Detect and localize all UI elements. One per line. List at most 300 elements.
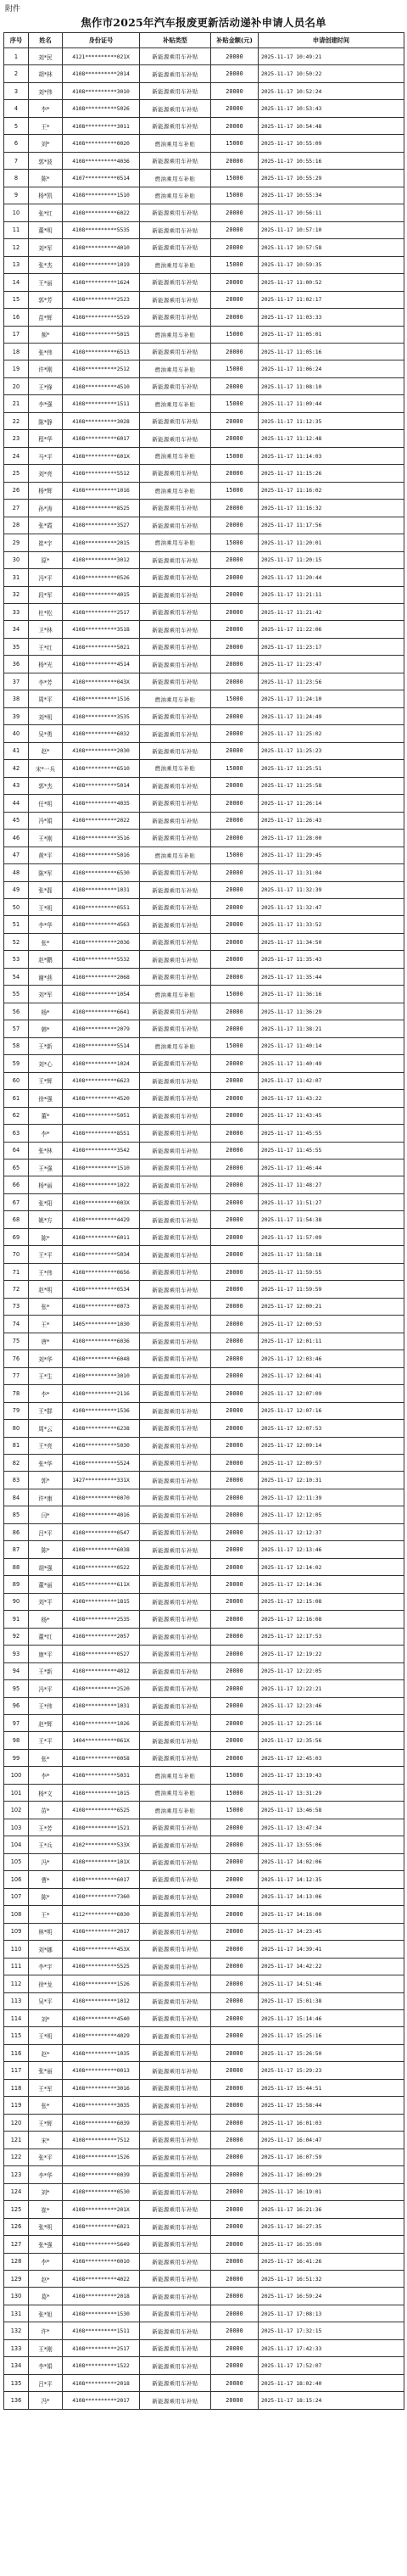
row-created-time-cell: 2025-11-17 16:35:09 — [259, 2236, 404, 2253]
row-name-cell: 杨*凯 — [29, 187, 63, 204]
row-created-time-cell: 2025-11-17 12:17:53 — [259, 1628, 404, 1645]
row-seq-cell: 71 — [4, 1263, 29, 1280]
row-id-number-cell: 4108**********5519 — [63, 309, 140, 326]
row-subsidy-amount-cell: 20000 — [211, 2044, 259, 2061]
row-id-number-cell: 4108**********201X — [63, 2201, 140, 2218]
row-subsidy-amount-cell: 20000 — [211, 1193, 259, 1210]
row-created-time-cell: 2025-11-17 11:14:03 — [259, 447, 404, 464]
row-subsidy-type-cell: 新能源乘用车补贴 — [140, 2149, 211, 2165]
row-seq-cell: 16 — [4, 309, 29, 326]
row-seq-cell: 123 — [4, 2166, 29, 2183]
table-row — [4, 864, 404, 881]
row-created-time-cell: 2025-11-17 12:45:03 — [259, 1749, 404, 1766]
row-id-number-cell: 4108**********3010 — [63, 1367, 140, 1384]
row-subsidy-amount-cell: 20000 — [211, 1523, 259, 1540]
row-subsidy-amount-cell: 20000 — [211, 795, 259, 812]
row-id-number-cell: 4108**********4029 — [63, 2027, 140, 2044]
row-subsidy-amount-cell: 20000 — [211, 2236, 259, 2253]
table-row — [4, 221, 404, 238]
row-id-number-cell: 4108**********6036 — [63, 1333, 140, 1349]
row-subsidy-amount-cell: 20000 — [211, 2322, 259, 2339]
row-id-number-cell: 4108**********1511 — [63, 395, 140, 412]
row-seq-cell: 84 — [4, 1489, 29, 1506]
row-id-number-cell: 4108**********5512 — [63, 465, 140, 482]
row-subsidy-amount-cell: 20000 — [211, 1125, 259, 1142]
row-seq-cell: 60 — [4, 1072, 29, 1089]
row-id-number-cell: 4108**********2022 — [63, 812, 140, 829]
table-row — [4, 1055, 404, 1072]
row-seq-cell: 34 — [4, 621, 29, 638]
row-subsidy-type-cell: 新能源乘用车补贴 — [140, 204, 211, 221]
row-seq-cell: 93 — [4, 1646, 29, 1662]
table-row — [4, 777, 404, 794]
row-name-cell: 李*华 — [29, 2166, 63, 2183]
row-name-cell: 赵*明 — [29, 1281, 63, 1298]
row-subsidy-type-cell: 新能源乘用车补贴 — [140, 1281, 211, 1298]
row-id-number-cell: 4108**********5014 — [63, 777, 140, 794]
row-id-number-cell: 4108**********1526 — [63, 2149, 140, 2165]
table-row — [4, 2201, 404, 2218]
row-created-time-cell: 2025-11-17 12:13:46 — [259, 1541, 404, 1558]
row-subsidy-amount-cell: 20000 — [211, 2374, 259, 2391]
row-subsidy-type-cell: 新能源乘用车补贴 — [140, 2062, 211, 2079]
row-seq-cell: 120 — [4, 2114, 29, 2131]
row-id-number-cell: 4108**********5535 — [63, 221, 140, 238]
row-subsidy-amount-cell: 20000 — [211, 586, 259, 603]
table-row — [4, 1367, 404, 1384]
row-created-time-cell: 2025-11-17 12:14:02 — [259, 1558, 404, 1575]
table-row — [4, 847, 404, 863]
row-created-time-cell: 2025-11-17 14:42:22 — [259, 1958, 404, 1975]
row-subsidy-type-cell: 新能源乘用车补贴 — [140, 2339, 211, 2356]
row-subsidy-amount-cell: 20000 — [211, 221, 259, 238]
row-seq-cell: 118 — [4, 2079, 29, 2096]
row-created-time-cell: 2025-11-17 11:05:01 — [259, 326, 404, 343]
row-subsidy-amount-cell: 20000 — [211, 204, 259, 221]
row-created-time-cell: 2025-11-17 11:35:43 — [259, 951, 404, 968]
row-name-cell: 胡*强 — [29, 1558, 63, 1575]
row-subsidy-amount-cell: 20000 — [211, 1611, 259, 1628]
row-subsidy-type-cell: 新能源乘用车补贴 — [140, 1003, 211, 1020]
row-id-number-cell: 4108**********4540 — [63, 2009, 140, 2026]
row-subsidy-type-cell: 新能源乘用车补贴 — [140, 1871, 211, 1888]
row-created-time-cell: 2025-11-17 11:29:45 — [259, 847, 404, 863]
row-name-cell: 张* — [29, 1298, 63, 1315]
row-name-cell: 曹* — [29, 1871, 63, 1888]
row-name-cell: 王*伟 — [29, 1697, 63, 1714]
row-created-time-cell: 2025-11-17 11:21:42 — [259, 604, 404, 621]
row-id-number-cell: 4108**********5525 — [63, 1958, 140, 1975]
row-subsidy-amount-cell: 20000 — [211, 1333, 259, 1349]
row-name-cell: 刘*军 — [29, 239, 63, 256]
row-id-number-cell: 4108**********2517 — [63, 604, 140, 621]
row-name-cell: 杨*文 — [29, 1784, 63, 1801]
row-created-time-cell: 2025-11-17 15:26:50 — [259, 2044, 404, 2061]
row-created-time-cell: 2025-11-17 14:16:00 — [259, 1906, 404, 1923]
row-created-time-cell: 2025-11-17 10:53:43 — [259, 100, 404, 117]
row-subsidy-type-cell: 新能源乘用车补贴 — [140, 881, 211, 898]
table-row — [4, 1142, 404, 1159]
row-id-number-cell: 4108**********1026 — [63, 1715, 140, 1732]
table-row — [4, 1888, 404, 1905]
row-created-time-cell: 2025-11-17 10:50:22 — [259, 65, 404, 82]
row-subsidy-type-cell: 新能源乘用车补贴 — [140, 830, 211, 847]
row-created-time-cell: 2025-11-17 11:31:04 — [259, 864, 404, 881]
row-id-number-cell: 4108**********5015 — [63, 326, 140, 343]
row-subsidy-type-cell: 新能源乘用车补贴 — [140, 2271, 211, 2288]
row-created-time-cell: 2025-11-17 14:13:06 — [259, 1888, 404, 1905]
row-id-number-cell: 4108**********4010 — [63, 239, 140, 256]
row-id-number-cell: 4105**********611X — [63, 1576, 140, 1593]
row-subsidy-type-cell: 燃油乘用车补贴 — [140, 360, 211, 377]
row-subsidy-type-cell: 新能源乘用车补贴 — [140, 968, 211, 985]
row-created-time-cell: 2025-11-17 12:07:16 — [259, 1402, 404, 1419]
row-id-number-cell: 4108**********0020 — [63, 135, 140, 152]
row-name-cell: 赵* — [29, 2044, 63, 2061]
row-name-cell: 王*平 — [29, 1732, 63, 1749]
row-name-cell: 杨* — [29, 1003, 63, 1020]
row-id-number-cell: 4108**********3028 — [63, 412, 140, 429]
table-row — [4, 1159, 404, 1176]
row-subsidy-amount-cell: 20000 — [211, 274, 259, 291]
row-id-number-cell: 4108**********2512 — [63, 360, 140, 377]
table-row — [4, 2079, 404, 2096]
row-seq-cell: 89 — [4, 1576, 29, 1593]
table-row — [4, 1090, 404, 1107]
row-id-number-cell: 4108**********101X — [63, 1853, 140, 1870]
row-id-number-cell: 4108**********6238 — [63, 1420, 140, 1437]
row-subsidy-amount-cell: 20000 — [211, 65, 259, 82]
row-subsidy-type-cell: 新能源乘用车补贴 — [140, 309, 211, 326]
table-row — [4, 1402, 404, 1419]
row-name-cell: 杨*丽 — [29, 1176, 63, 1193]
row-subsidy-type-cell: 新能源乘用车补贴 — [140, 1576, 211, 1593]
table-row — [4, 82, 404, 99]
row-created-time-cell: 2025-11-17 11:26:14 — [259, 795, 404, 812]
row-subsidy-amount-cell: 20000 — [211, 2132, 259, 2149]
row-id-number-cell: 4108**********7512 — [63, 2132, 140, 2149]
row-subsidy-amount-cell: 20000 — [211, 1715, 259, 1732]
row-name-cell: 孙*涛 — [29, 500, 63, 517]
row-name-cell: 韩* — [29, 1020, 63, 1037]
row-id-number-cell: 4108**********6011 — [63, 1228, 140, 1245]
table-row — [4, 1906, 404, 1923]
row-id-number-cell: 4108**********5034 — [63, 1246, 140, 1263]
table-row — [4, 517, 404, 534]
row-subsidy-type-cell: 新能源乘用车补贴 — [140, 1819, 211, 1836]
row-created-time-cell: 2025-11-17 12:09:57 — [259, 1454, 404, 1471]
row-name-cell: 张*霞 — [29, 517, 63, 534]
row-subsidy-amount-cell: 20000 — [211, 2009, 259, 2026]
row-subsidy-type-cell: 新能源乘用车补贴 — [140, 951, 211, 968]
row-subsidy-amount-cell: 20000 — [211, 621, 259, 638]
row-subsidy-type-cell: 新能源乘用车补贴 — [140, 621, 211, 638]
row-subsidy-type-cell: 新能源乘用车补贴 — [140, 1420, 211, 1437]
row-created-time-cell: 2025-11-17 12:22:05 — [259, 1662, 404, 1679]
table-row — [4, 343, 404, 360]
row-created-time-cell: 2025-11-17 15:58:44 — [259, 2097, 404, 2114]
row-subsidy-type-cell: 新能源乘用车补贴 — [140, 1906, 211, 1923]
row-name-cell: 王*芳 — [29, 1819, 63, 1836]
row-seq-cell: 69 — [4, 1228, 29, 1245]
row-subsidy-type-cell: 新能源乘用车补贴 — [140, 1662, 211, 1679]
row-seq-cell: 19 — [4, 360, 29, 377]
row-created-time-cell: 2025-11-17 11:12:48 — [259, 430, 404, 447]
table-row — [4, 1941, 404, 1958]
row-id-number-cell: 4108**********4036 — [63, 152, 140, 169]
row-id-number-cell: 4108**********4514 — [63, 656, 140, 673]
row-seq-cell: 27 — [4, 500, 29, 517]
row-id-number-cell: 4108**********2057 — [63, 1628, 140, 1645]
row-subsidy-type-cell: 新能源乘用车补贴 — [140, 1853, 211, 1870]
row-created-time-cell: 2025-11-17 10:55:09 — [259, 135, 404, 152]
row-created-time-cell: 2025-11-17 10:54:48 — [259, 117, 404, 134]
row-subsidy-amount-cell: 20000 — [211, 2027, 259, 2044]
row-subsidy-type-cell: 新能源乘用车补贴 — [140, 2079, 211, 2096]
row-subsidy-type-cell: 新能源乘用车补贴 — [140, 1732, 211, 1749]
row-seq-cell: 22 — [4, 412, 29, 429]
row-subsidy-type-cell: 新能源乘用车补贴 — [140, 1316, 211, 1333]
row-id-number-cell: 4108**********1024 — [63, 1055, 140, 1072]
table-row — [4, 500, 404, 517]
row-subsidy-amount-cell: 20000 — [211, 2357, 259, 2374]
row-seq-cell: 21 — [4, 395, 29, 412]
row-created-time-cell: 2025-11-17 11:57:09 — [259, 1228, 404, 1245]
row-id-number-cell: 4108**********0547 — [63, 1523, 140, 1540]
row-subsidy-type-cell: 新能源乘用车补贴 — [140, 707, 211, 724]
row-name-cell: 杨* — [29, 1611, 63, 1628]
row-name-cell: 董*丽 — [29, 1576, 63, 1593]
row-name-cell: 谢*燕 — [29, 968, 63, 985]
row-name-cell: 程*华 — [29, 430, 63, 447]
table-row — [4, 204, 404, 221]
row-id-number-cell: 4108**********0527 — [63, 1646, 140, 1662]
row-created-time-cell: 2025-11-17 12:23:46 — [259, 1697, 404, 1714]
row-id-number-cell: 4108**********5532 — [63, 951, 140, 968]
row-created-time-cell: 2025-11-17 11:33:52 — [259, 916, 404, 933]
row-id-number-cell: 4108**********043X — [63, 673, 140, 690]
table-row — [4, 2392, 404, 2409]
row-seq-cell: 125 — [4, 2201, 29, 2218]
table-row — [4, 326, 404, 343]
table-row — [4, 1975, 404, 1992]
row-created-time-cell: 2025-11-17 11:26:43 — [259, 812, 404, 829]
row-seq-cell: 115 — [4, 2027, 29, 2044]
row-subsidy-amount-cell: 20000 — [211, 309, 259, 326]
row-name-cell: 郭*杰 — [29, 777, 63, 794]
table-row — [4, 2236, 404, 2253]
row-name-cell: 王*平 — [29, 1246, 63, 1263]
row-name-cell: 刘*伟 — [29, 82, 63, 99]
row-created-time-cell: 2025-11-17 11:59:55 — [259, 1263, 404, 1280]
row-subsidy-amount-cell: 20000 — [211, 343, 259, 360]
row-subsidy-amount-cell: 20000 — [211, 1836, 259, 1853]
row-subsidy-type-cell: 燃油乘用车补贴 — [140, 847, 211, 863]
row-id-number-cell: 4108**********4520 — [63, 1090, 140, 1107]
row-id-number-cell: 4108**********1019 — [63, 256, 140, 273]
row-created-time-cell: 2025-11-17 10:52:24 — [259, 82, 404, 99]
row-name-cell: 李* — [29, 1125, 63, 1142]
table-row — [4, 1263, 404, 1280]
table-row — [4, 604, 404, 621]
row-name-cell: 张* — [29, 933, 63, 950]
row-seq-cell: 110 — [4, 1941, 29, 1958]
table-row — [4, 447, 404, 464]
row-name-cell: 许* — [29, 2322, 63, 2339]
row-subsidy-amount-cell: 20000 — [211, 517, 259, 534]
table-row — [4, 2374, 404, 2391]
row-created-time-cell: 2025-11-17 11:22:06 — [259, 621, 404, 638]
table-row — [4, 534, 404, 551]
row-name-cell: 张*伟 — [29, 343, 63, 360]
row-seq-cell: 97 — [4, 1715, 29, 1732]
table-row — [4, 1003, 404, 1020]
row-name-cell: 郭*芳 — [29, 291, 63, 308]
row-created-time-cell: 2025-11-17 11:17:56 — [259, 517, 404, 534]
row-id-number-cell: 4108**********3016 — [63, 2079, 140, 2096]
row-seq-cell: 53 — [4, 951, 29, 968]
row-subsidy-amount-cell: 20000 — [211, 1367, 259, 1384]
row-subsidy-amount-cell: 15000 — [211, 986, 259, 1003]
table-row — [4, 586, 404, 603]
row-id-number-cell: 4112**********6030 — [63, 1906, 140, 1923]
row-seq-cell: 67 — [4, 1193, 29, 1210]
row-name-cell: 刘*平 — [29, 1593, 63, 1610]
row-created-time-cell: 2025-11-17 15:25:16 — [259, 2027, 404, 2044]
row-subsidy-amount-cell: 20000 — [211, 1420, 259, 1437]
row-subsidy-type-cell: 新能源乘用车补贴 — [140, 1472, 211, 1489]
row-created-time-cell: 2025-11-17 12:14:36 — [259, 1576, 404, 1593]
row-created-time-cell: 2025-11-17 11:54:38 — [259, 1211, 404, 1228]
row-subsidy-type-cell: 新能源乘用车补贴 — [140, 1211, 211, 1228]
row-name-cell: 李* — [29, 1767, 63, 1784]
table-row — [4, 2339, 404, 2356]
row-subsidy-amount-cell: 15000 — [211, 170, 259, 187]
row-id-number-cell: 4108**********6510 — [63, 760, 140, 777]
row-subsidy-amount-cell: 15000 — [211, 447, 259, 464]
row-created-time-cell: 2025-11-17 15:29:23 — [259, 2062, 404, 2079]
row-seq-cell: 44 — [4, 795, 29, 812]
row-seq-cell: 24 — [4, 447, 29, 464]
row-subsidy-amount-cell: 20000 — [211, 1506, 259, 1523]
row-name-cell: 董*明 — [29, 221, 63, 238]
row-created-time-cell: 2025-11-17 12:10:31 — [259, 1472, 404, 1489]
table-row — [4, 1037, 404, 1054]
row-subsidy-amount-cell: 20000 — [211, 1941, 259, 1958]
row-created-time-cell: 2025-11-17 16:27:35 — [259, 2218, 404, 2235]
row-name-cell: 杨*辉 — [29, 482, 63, 499]
table-row — [4, 986, 404, 1003]
row-created-time-cell: 2025-11-17 12:25:16 — [259, 1715, 404, 1732]
row-created-time-cell: 2025-11-17 11:23:56 — [259, 673, 404, 690]
row-subsidy-type-cell: 新能源乘用车补贴 — [140, 551, 211, 568]
table-row — [4, 1437, 404, 1454]
row-seq-cell: 75 — [4, 1333, 29, 1349]
row-created-time-cell: 2025-11-17 15:14:46 — [259, 2009, 404, 2026]
row-subsidy-type-cell: 新能源乘用车补贴 — [140, 65, 211, 82]
row-seq-cell: 91 — [4, 1611, 29, 1628]
row-seq-cell: 128 — [4, 2253, 29, 2270]
table-row — [4, 690, 404, 707]
row-subsidy-type-cell: 新能源乘用车补贴 — [140, 1193, 211, 1210]
row-subsidy-type-cell: 新能源乘用车补贴 — [140, 933, 211, 950]
row-id-number-cell: 4108**********1526 — [63, 1975, 140, 1992]
table-row — [4, 1646, 404, 1662]
table-row — [4, 569, 404, 586]
row-created-time-cell: 2025-11-17 10:59:35 — [259, 256, 404, 273]
row-name-cell: 刘*心 — [29, 1055, 63, 1072]
row-id-number-cell: 4108**********6032 — [63, 725, 140, 742]
row-id-number-cell: 4108**********0522 — [63, 1558, 140, 1575]
row-subsidy-type-cell: 燃油乘用车补贴 — [140, 326, 211, 343]
row-subsidy-amount-cell: 20000 — [211, 2392, 259, 2409]
row-subsidy-amount-cell: 20000 — [211, 82, 259, 99]
row-id-number-cell: 4108**********3012 — [63, 551, 140, 568]
table-row — [4, 812, 404, 829]
table-row — [4, 1558, 404, 1575]
table-row — [4, 65, 404, 82]
row-subsidy-type-cell: 新能源乘用车补贴 — [140, 569, 211, 586]
row-subsidy-amount-cell: 20000 — [211, 1662, 259, 1679]
row-created-time-cell: 2025-11-17 10:57:10 — [259, 221, 404, 238]
table-row — [4, 725, 404, 742]
row-id-number-cell: 4108**********1521 — [63, 1819, 140, 1836]
row-created-time-cell: 2025-11-17 16:59:24 — [259, 2288, 404, 2305]
row-subsidy-type-cell: 燃油乘用车补贴 — [140, 986, 211, 1003]
row-subsidy-type-cell: 新能源乘用车补贴 — [140, 1593, 211, 1610]
row-id-number-cell: 4108**********003X — [63, 1193, 140, 1210]
row-subsidy-amount-cell: 15000 — [211, 847, 259, 863]
row-created-time-cell: 2025-11-17 17:52:07 — [259, 2357, 404, 2374]
row-id-number-cell: 4102**********533X — [63, 1836, 140, 1853]
row-id-number-cell: 4108**********5016 — [63, 847, 140, 863]
table-row — [4, 187, 404, 204]
row-name-cell: 张*强 — [29, 2236, 63, 2253]
row-subsidy-type-cell: 新能源乘用车补贴 — [140, 1611, 211, 1628]
row-name-cell: 李*宇 — [29, 1958, 63, 1975]
table-row — [4, 1176, 404, 1193]
row-name-cell: 李*华 — [29, 916, 63, 933]
table-body — [4, 48, 404, 2410]
row-name-cell: 刘*军 — [29, 986, 63, 1003]
row-seq-cell: 103 — [4, 1819, 29, 1836]
table-row — [4, 1228, 404, 1245]
row-subsidy-type-cell: 新能源乘用车补贴 — [140, 1697, 211, 1714]
row-name-cell: 刘*亮 — [29, 465, 63, 482]
row-subsidy-amount-cell: 15000 — [211, 135, 259, 152]
row-subsidy-amount-cell: 20000 — [211, 1923, 259, 1940]
row-subsidy-type-cell: 新能源乘用车补贴 — [140, 100, 211, 117]
row-id-number-cell: 4108**********5649 — [63, 2236, 140, 2253]
table-row — [4, 2149, 404, 2165]
row-id-number-cell: 4108**********2015 — [63, 534, 140, 551]
row-id-number-cell: 4108**********0551 — [63, 898, 140, 915]
header-seq: 序号 — [4, 33, 29, 48]
row-seq-cell: 98 — [4, 1732, 29, 1749]
row-id-number-cell: 4108**********1530 — [63, 2305, 140, 2322]
row-seq-cell: 134 — [4, 2357, 29, 2374]
row-seq-cell: 80 — [4, 1420, 29, 1437]
table-row — [4, 656, 404, 673]
row-subsidy-amount-cell: 20000 — [211, 830, 259, 847]
row-subsidy-type-cell: 新能源乘用车补贴 — [140, 1523, 211, 1540]
row-subsidy-type-cell: 新能源乘用车补贴 — [140, 291, 211, 308]
row-id-number-cell: 4107**********0514 — [63, 170, 140, 187]
row-subsidy-type-cell: 新能源乘用车补贴 — [140, 221, 211, 238]
row-id-number-cell: 4108**********0530 — [63, 2183, 140, 2200]
row-name-cell: 赵* — [29, 742, 63, 759]
row-id-number-cell: 4108**********4429 — [63, 1211, 140, 1228]
